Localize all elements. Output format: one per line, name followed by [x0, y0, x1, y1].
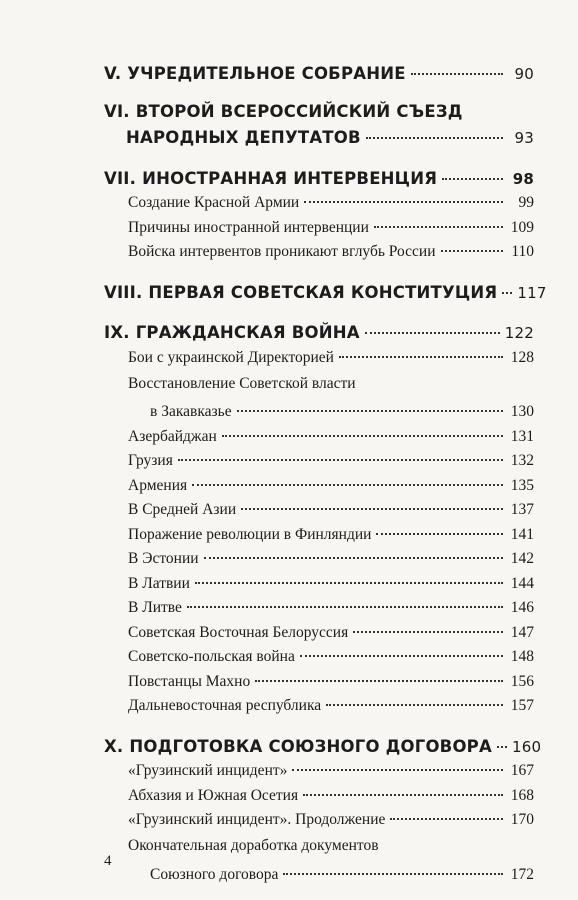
subsection-page: 167	[510, 762, 534, 779]
leader-dots	[304, 186, 503, 204]
leader-dots	[390, 803, 503, 821]
leader-dots	[303, 778, 503, 796]
table-of-contents	[104, 60, 547, 900]
chapter-entry[interactable]	[104, 279, 547, 304]
leader-dots	[442, 161, 503, 180]
chapter-number: VIII.	[104, 282, 143, 302]
chapter-page: 117	[517, 283, 547, 302]
subsection-title: «Грузинский инцидент». Продолжение	[128, 811, 386, 828]
subsection-page: 146	[510, 599, 534, 616]
leader-dots	[241, 493, 503, 511]
chapter-title-line1: ВТОРОЙ ВСЕРОССИЙСКИЙ СЪЕЗД	[135, 101, 463, 121]
chapter-entry[interactable]	[104, 60, 534, 85]
leader-dots	[365, 316, 500, 335]
subsection-title: Создание Красной Армии	[128, 194, 300, 211]
chapter-page: 98	[512, 169, 534, 188]
subsection-title: Грузия	[128, 452, 173, 469]
subsection-page: 144	[510, 574, 534, 592]
subsection-title: В Средней Азии	[128, 501, 237, 518]
subsection-title: Причины иностранной интервенции	[128, 218, 369, 236]
chapter-number: VI.	[104, 101, 130, 121]
subsection-page: 168	[510, 786, 534, 804]
subsection-title: В Латвии	[128, 574, 190, 592]
chapter-page: 93	[514, 129, 534, 147]
subsection-page: 128	[510, 348, 534, 366]
chapter-entry[interactable]	[104, 320, 534, 718]
subsection-title: Советская Восточная Белоруссия	[128, 623, 349, 641]
subsection-title-line1: Восстановление Советской власти	[128, 374, 356, 392]
leader-dots	[192, 468, 503, 486]
chapter-title: ПЕРВАЯ СОВЕТСКАЯ КОНСТИТУЦИЯ	[148, 282, 498, 302]
subsection-page: 137	[510, 501, 534, 518]
subsection-title: Поражение революции в Финляндии	[128, 525, 372, 543]
subsection-entry[interactable]	[128, 239, 534, 264]
subsection-page: 131	[510, 427, 534, 445]
leader-dots	[222, 419, 503, 437]
leader-dots	[326, 689, 503, 707]
subsection-title: «Грузинский инцидент»	[128, 762, 288, 779]
leader-dots	[497, 729, 507, 748]
subsection-title: Повстанцы Махно	[128, 672, 251, 690]
subsection-title-line1: Окончательная доработка документов	[128, 837, 379, 854]
chapter-entry[interactable]	[104, 733, 542, 886]
subsection-title: Дальневосточная республика	[128, 697, 322, 714]
subsection-entry[interactable]	[128, 693, 534, 718]
subsection-page: 172	[510, 865, 534, 883]
chapter-entry[interactable]	[104, 165, 534, 263]
subsection-title: Советско-польская война	[128, 648, 295, 665]
chapter-number: IX.	[104, 323, 130, 342]
leader-dots	[292, 754, 503, 772]
subsection-page: 147	[510, 623, 534, 641]
subsection-page: 130	[510, 403, 534, 420]
page-number: 4	[104, 853, 112, 869]
chapter-page: 160	[511, 737, 542, 756]
subsection-title-line2: Союзного договора	[150, 865, 279, 883]
chapter-title: ГРАЖДАНСКАЯ ВОЙНА	[135, 323, 360, 342]
leader-dots	[255, 664, 503, 682]
leader-dots	[178, 444, 503, 462]
subsection-title: В Литве	[128, 599, 182, 616]
leader-dots	[502, 275, 512, 294]
leader-dots	[195, 566, 503, 584]
subsection-page: 142	[510, 550, 534, 567]
subsection-title: Азербайджан	[128, 427, 217, 445]
chapter-title-line2: НАРОДНЫХ ДЕПУТАТОВ	[126, 128, 361, 147]
subsection-page: 148	[510, 648, 534, 665]
subsection-title: Войска интервентов проникают вглубь России	[128, 243, 436, 260]
subsection-page: 109	[510, 218, 534, 236]
leader-dots	[283, 857, 503, 875]
subsection-entry[interactable]	[128, 835, 534, 886]
leader-dots	[374, 210, 503, 228]
subsection-title: Армения	[128, 476, 188, 494]
subsection-title: Абхазия и Южная Осетия	[128, 786, 299, 804]
chapter-page: 90	[514, 64, 534, 83]
chapter-title: ИНОСТРАННАЯ ИНТЕРВЕНЦИЯ	[142, 168, 438, 188]
leader-dots	[204, 542, 503, 560]
subsection-entry[interactable]	[128, 807, 534, 832]
leader-dots	[237, 395, 503, 413]
subsection-title: В Эстонии	[128, 550, 199, 567]
leader-dots	[339, 340, 503, 358]
subsection-entry[interactable]	[128, 344, 534, 369]
leader-dots	[441, 235, 503, 253]
leader-dots	[376, 517, 503, 535]
leader-dots	[187, 591, 503, 609]
leader-dots	[353, 615, 503, 633]
subsection-page: 170	[510, 811, 534, 828]
subsection-page: 156	[510, 672, 534, 690]
subsection-page: 157	[510, 697, 534, 714]
leader-dots	[300, 640, 503, 658]
subsection-title-line2: в Закавказье	[150, 403, 232, 420]
subsection-page: 99	[518, 194, 534, 211]
subsection-title: Бои с украинской Директорией	[128, 348, 334, 366]
subsection-page: 135	[510, 476, 534, 494]
chapter-number: V.	[104, 63, 122, 83]
subsection-page: 141	[510, 525, 534, 543]
subsection-page: 132	[510, 452, 534, 469]
subsection-entry[interactable]	[128, 373, 534, 424]
leader-dots	[411, 56, 503, 75]
chapter-entry[interactable]	[104, 101, 534, 150]
chapter-title: ПОДГОТОВКА СОЮЗНОГО ДОГОВОРА	[129, 736, 492, 756]
leader-dots	[366, 121, 503, 140]
subsection-page: 110	[511, 243, 534, 260]
chapter-page: 122	[504, 324, 534, 342]
chapter-number: VII.	[104, 168, 137, 188]
chapter-number: X.	[104, 736, 124, 756]
chapter-title: УЧРЕДИТЕЛЬНОЕ СОБРАНИЕ	[127, 63, 406, 83]
